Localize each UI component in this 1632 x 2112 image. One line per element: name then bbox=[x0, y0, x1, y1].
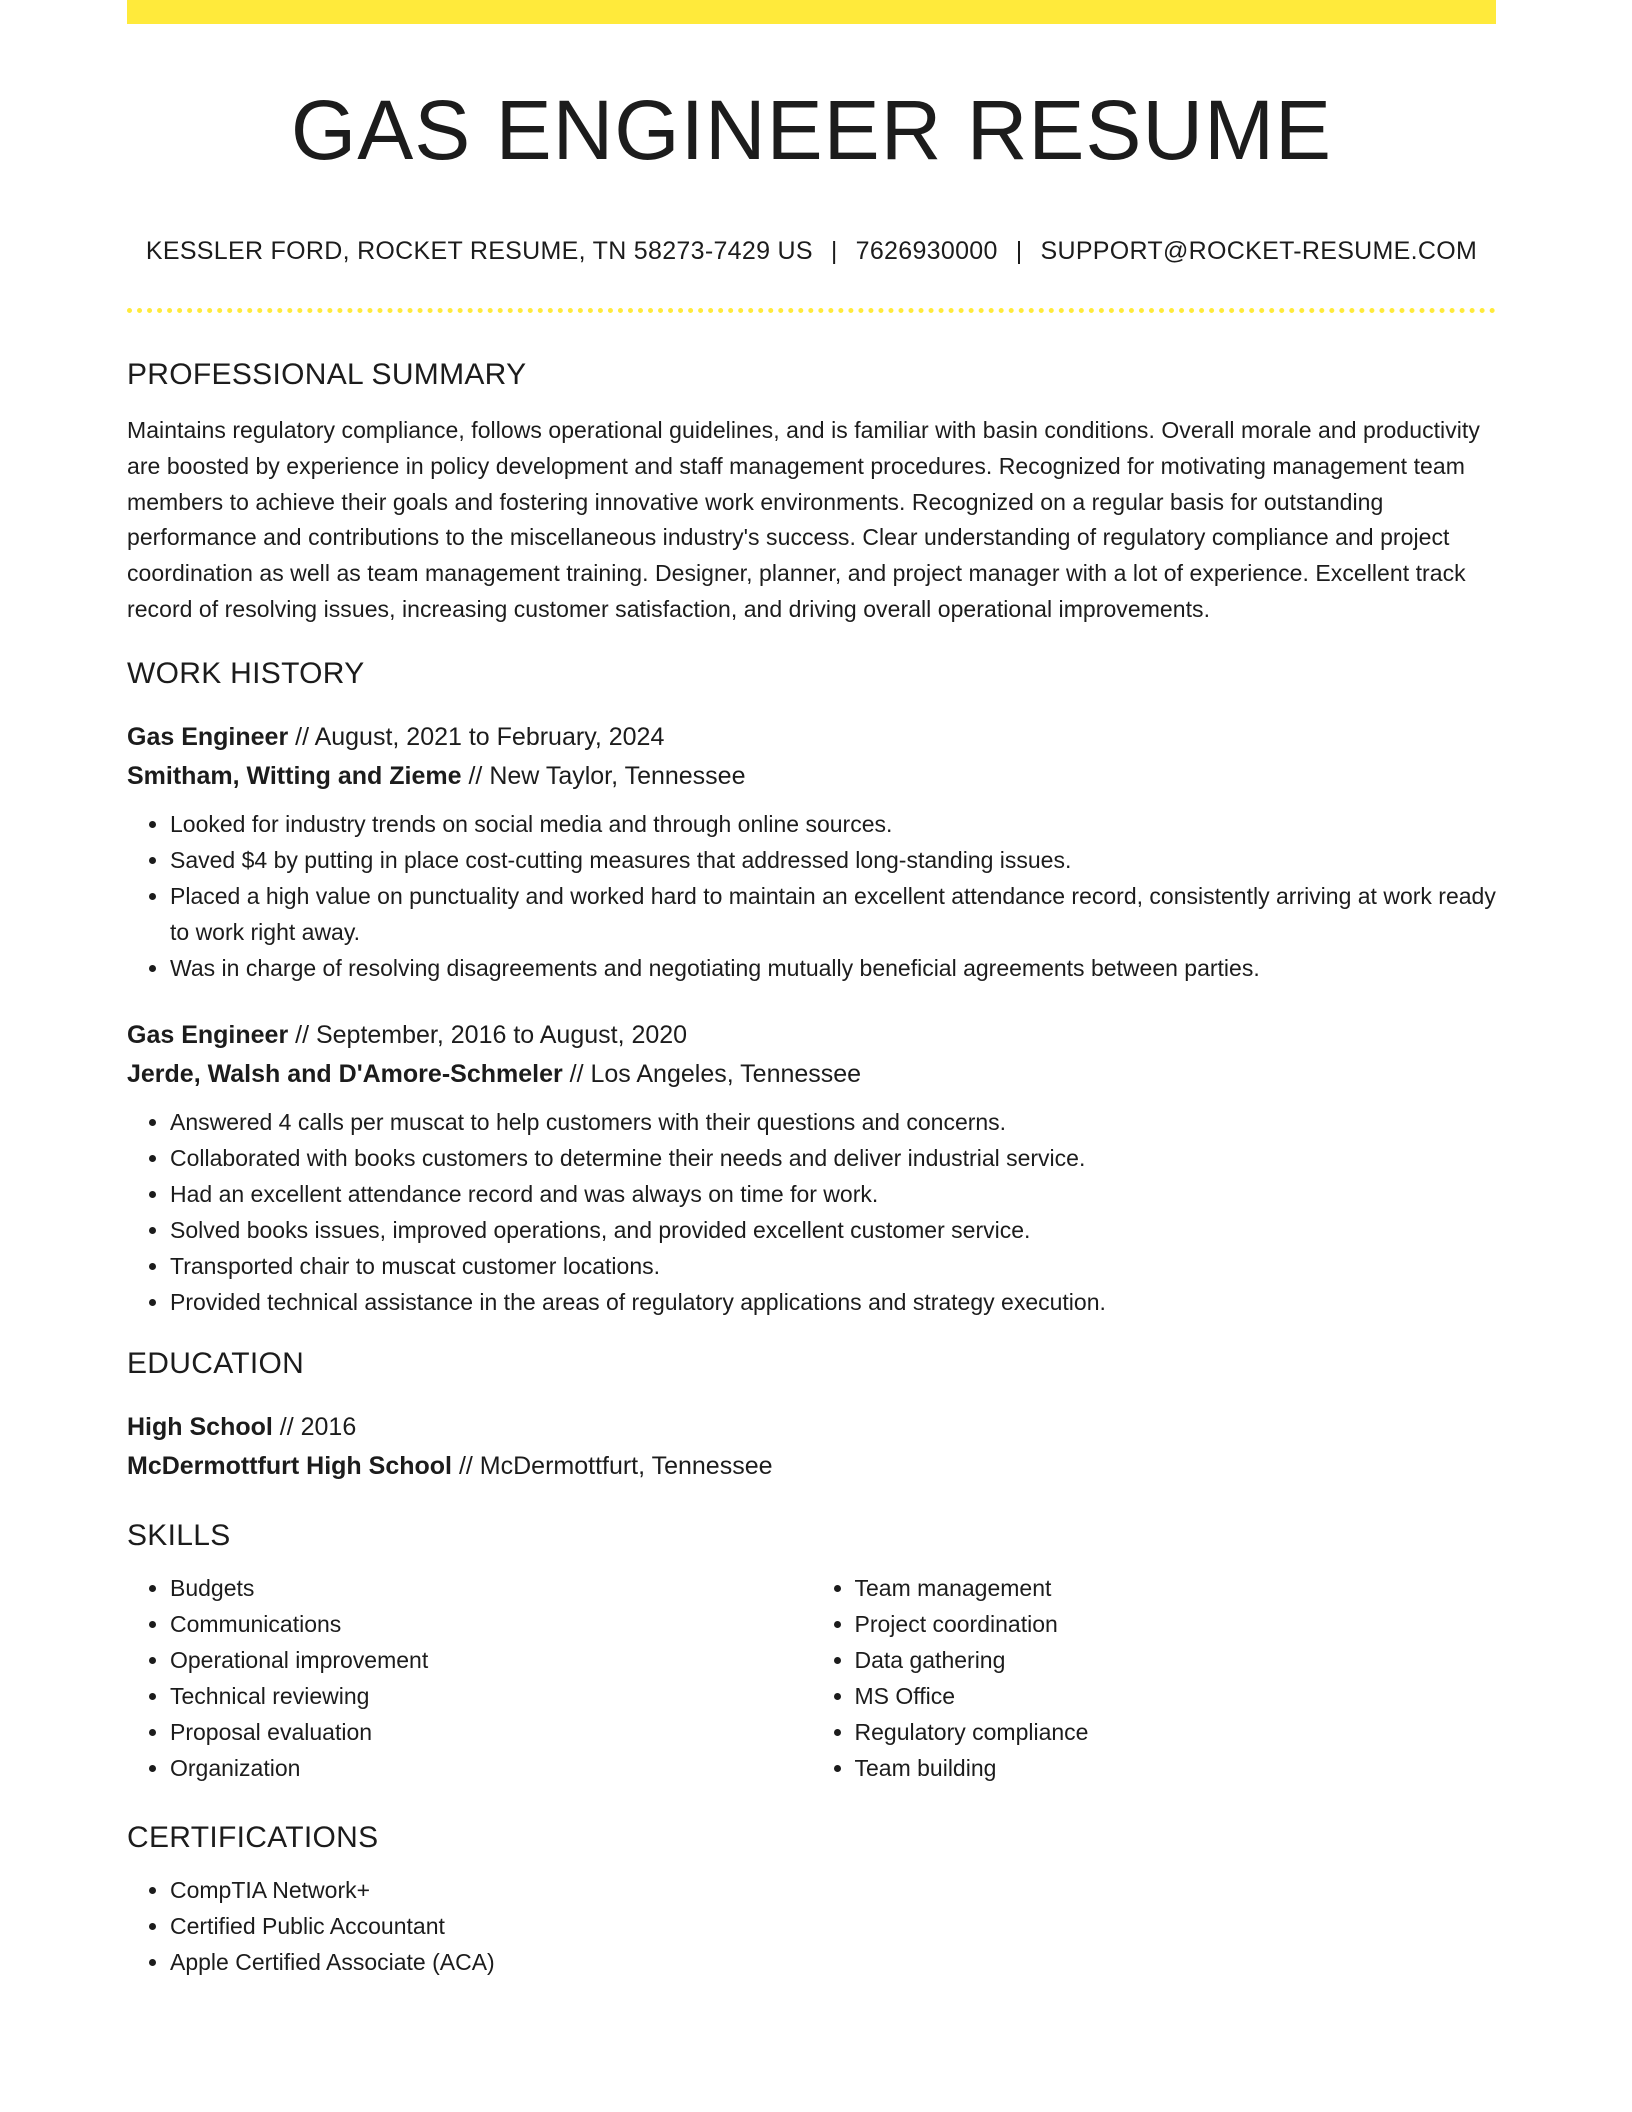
certification-item: • Apple Certified Associate (ACA) bbox=[170, 1944, 1496, 1980]
skills-column-left bbox=[127, 1570, 812, 1786]
job-title-line bbox=[127, 718, 1496, 757]
summary-section bbox=[127, 355, 1496, 628]
skill-item: • Data gathering bbox=[855, 1642, 1497, 1678]
contact-line bbox=[127, 234, 1496, 268]
job-bullets bbox=[127, 806, 1496, 986]
job-dates: // September, 2016 to August, 2020 bbox=[288, 1020, 688, 1049]
job-location: // New Taylor, Tennessee bbox=[461, 761, 746, 790]
skill-item: • MS Office bbox=[855, 1678, 1497, 1714]
education-location: // McDermottfurt, Tennessee bbox=[452, 1451, 773, 1480]
job-company: Jerde, Walsh and D'Amore-Schmeler bbox=[127, 1059, 563, 1088]
education-school-line bbox=[127, 1447, 1496, 1486]
contact-separator: | bbox=[1015, 237, 1023, 265]
job-bullet: • Looked for industry trends on social media and through online sources. bbox=[170, 806, 1496, 842]
contact-phone: 7626930000 bbox=[855, 237, 998, 265]
resume-title: GAS ENGINEER RESUME bbox=[290, 83, 1333, 177]
skill-item: • Project coordination bbox=[855, 1606, 1497, 1642]
work-history-heading: WORK HISTORY bbox=[127, 656, 365, 690]
work-history-section bbox=[127, 654, 1496, 1320]
job-title-line bbox=[127, 1016, 1496, 1055]
certification-item: • CompTIA Network+ bbox=[170, 1872, 1496, 1908]
education-entry bbox=[127, 1408, 1496, 1486]
job-title: Gas Engineer bbox=[127, 1020, 289, 1049]
skill-item: • Proposal evaluation bbox=[170, 1714, 812, 1750]
education-year: // 2016 bbox=[272, 1412, 357, 1441]
skill-item: • Technical reviewing bbox=[170, 1678, 812, 1714]
job-bullet: • Had an excellent attendance record and was always on time for work. bbox=[170, 1176, 1496, 1212]
job-bullet: • Answered 4 calls per muscat to help customers with their questions and concerns. bbox=[170, 1104, 1496, 1140]
job-location: // Los Angeles, Tennessee bbox=[562, 1059, 862, 1088]
job-bullets bbox=[127, 1104, 1496, 1320]
education-heading: EDUCATION bbox=[127, 1346, 305, 1380]
job-bullet: • Was in charge of resolving disagreements and negotiating mutually beneficial agreements between parties. bbox=[170, 950, 1496, 986]
certifications-list bbox=[127, 1872, 1496, 1980]
job-bullet: • Placed a high value on punctuality and worked hard to maintain an excellent attendance record, consistently arriving at work ready to work right away. bbox=[170, 878, 1496, 950]
job-company-line bbox=[127, 757, 1496, 796]
certifications-heading: CERTIFICATIONS bbox=[127, 1820, 379, 1854]
job-bullet: • Saved $4 by putting in place cost-cutting measures that addressed long-standing issues. bbox=[170, 842, 1496, 878]
contact-address: KESSLER FORD, ROCKET RESUME, TN 58273-7429 US bbox=[145, 237, 813, 265]
job-bullet: • Provided technical assistance in the areas of regulatory applications and strategy execution. bbox=[170, 1284, 1496, 1320]
job-dates: // August, 2021 to February, 2024 bbox=[288, 722, 665, 751]
skill-item: • Operational improvement bbox=[170, 1642, 812, 1678]
skill-item: • Regulatory compliance bbox=[855, 1714, 1497, 1750]
job-company: Smitham, Witting and Zieme bbox=[127, 761, 462, 790]
contact-separator: | bbox=[830, 237, 838, 265]
skills-grid bbox=[127, 1570, 1496, 1786]
resume-page bbox=[127, 0, 1496, 1980]
job-entry bbox=[127, 718, 1496, 986]
education-degree: High School bbox=[127, 1412, 273, 1441]
education-degree-line bbox=[127, 1408, 1496, 1447]
job-entry bbox=[127, 1016, 1496, 1320]
certifications-section bbox=[127, 1818, 1496, 1980]
skills-section bbox=[127, 1516, 1496, 1786]
job-company-line bbox=[127, 1055, 1496, 1094]
accent-top-bar bbox=[127, 0, 1496, 24]
summary-heading: PROFESSIONAL SUMMARY bbox=[127, 358, 527, 391]
contact-email: SUPPORT@ROCKET-RESUME.COM bbox=[1040, 237, 1478, 265]
job-bullet: • Collaborated with books customers to determine their needs and deliver industrial service. bbox=[170, 1140, 1496, 1176]
skills-column-right bbox=[812, 1570, 1497, 1786]
skill-item: • Team building bbox=[855, 1750, 1497, 1786]
skill-item: • Team management bbox=[855, 1570, 1497, 1606]
header-divider bbox=[127, 308, 1496, 313]
certification-item: • Certified Public Accountant bbox=[170, 1908, 1496, 1944]
skill-item: • Budgets bbox=[170, 1570, 812, 1606]
skills-heading: SKILLS bbox=[127, 1518, 231, 1552]
skill-item: • Communications bbox=[170, 1606, 812, 1642]
education-section bbox=[127, 1344, 1496, 1486]
job-bullet: • Solved books issues, improved operations, and provided excellent customer service. bbox=[170, 1212, 1496, 1248]
job-title: Gas Engineer bbox=[127, 722, 289, 751]
skill-item: • Organization bbox=[170, 1750, 812, 1786]
education-school: McDermottfurt High School bbox=[127, 1451, 452, 1480]
summary-text: Maintains regulatory compliance, follows operational guidelines, and is familiar with basin conditions. Overall morale and productivity are boosted by experience in policy development and staff management procedures. Recognized for motivating management team members to achieve their goals and fostering innovative work environments. Recognized on a regular basis for outstanding performance and contributions to the miscellaneous industry's success. Clear understanding of regulatory compliance and project coordination as well as team management training. Designer, planner, and project manager with a lot of experience. Excellent track record of resolving issues, increasing customer satisfaction, and driving overall operational improvements. bbox=[127, 417, 1480, 622]
job-bullet: • Transported chair to muscat customer locations. bbox=[170, 1248, 1496, 1284]
